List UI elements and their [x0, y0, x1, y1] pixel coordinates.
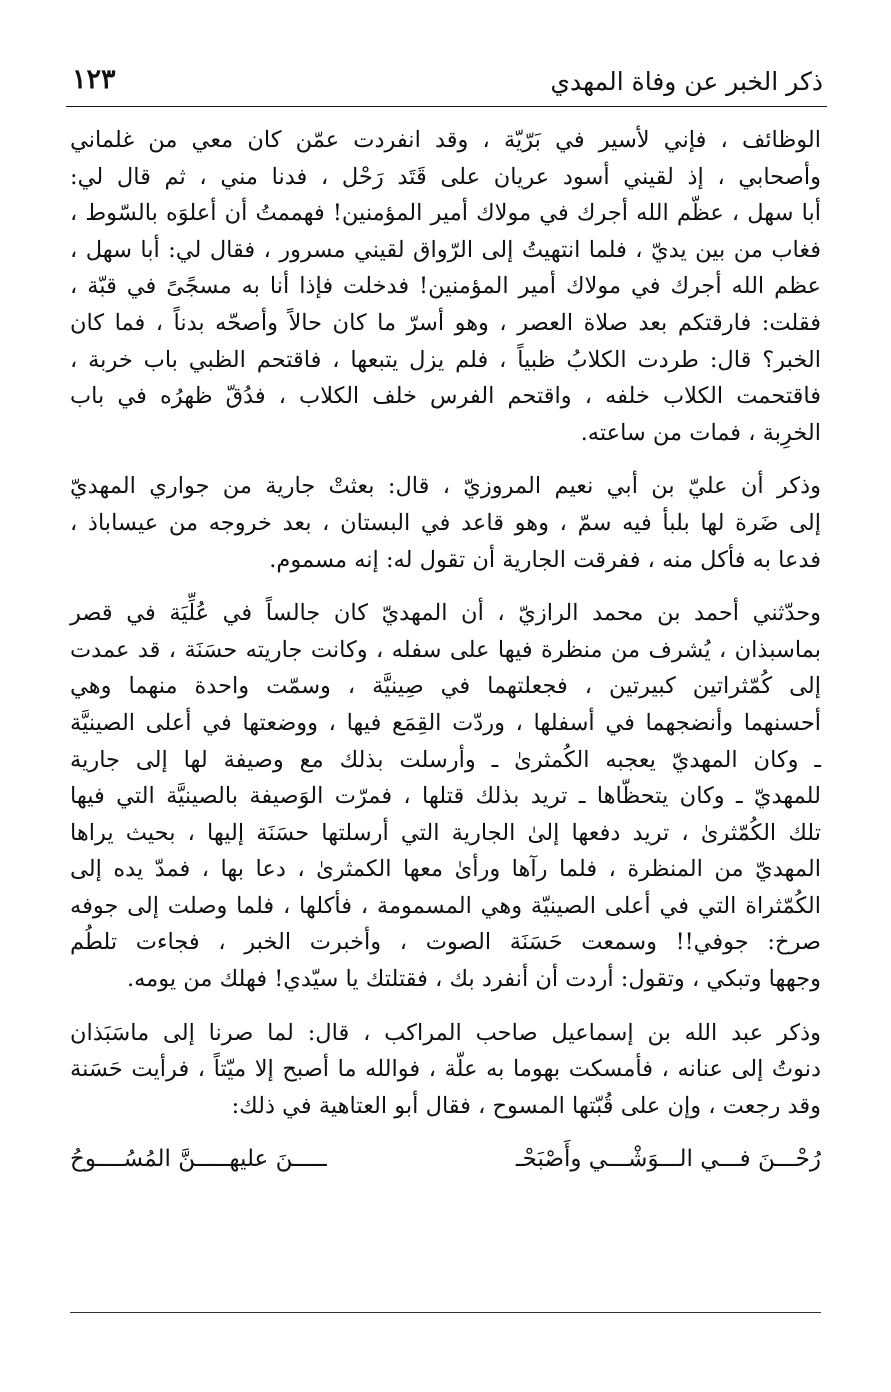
text-line: تلك الكُمّثرىٰ ، تريد دفعها إلىٰ الجارية التي أرسلتها حسَنَة إليها ، بحيث يراها [70, 819, 821, 846]
text-line: إلى ضَرة لها بلبأ فيه سمّ ، وهو قاعد في البستان ، بعد خروجه من عيساباذ ، [70, 509, 821, 536]
text-line: فدعا به فأكل منه ، ففرقت الجارية أن تقول له: إنه مسموم. [269, 546, 821, 573]
text-line: عظم الله أجرك في مولاك أمير المؤمنين! فدخلت فإذا أنا به مسجًىً في قبّة ، [70, 273, 821, 300]
text-line: إلى كُمّثراتين كبيرتين ، فجعلتهما في صِينيَّة ، وسمّت واحدة منهما وهي [70, 673, 821, 700]
text-line: بماسبذان ، يُشرف من منظرة فيها على سفله ، وكانت جاريته حسَنَة ، قد عمدت [70, 636, 821, 663]
text-line: وذكر عبد الله بن إسماعيل صاحب المراكب ، قال: لما صرنا إلى ماسَبَذان [70, 1019, 821, 1046]
text-line: صرخ: جوفي!! وسمعت حَسَنَة الصوت ، وأخبرت الخبر ، فجاءت تلطُم [70, 929, 821, 956]
text-line: وقد رجعت ، وإن على قُبّتها المسوح ، فقال أبو العتاهية في ذلك: [231, 1092, 821, 1119]
verse-hemistich-first: رُحْـــنَ فـــي الـــوَشْـــي وأَصْبَحْـ [515, 1146, 821, 1173]
text-line: الوظائف ، فإني لأسير في بَرّيّة ، وقد انفردت عمّن كان معي من غلماني [70, 127, 821, 153]
bottom-rule [70, 1312, 821, 1313]
text-line: أبا سهل ، عظّم الله أجرك في مولاك أمير المؤمنين! فهممتُ أن أعلوَه بالسّوط ، [70, 200, 821, 227]
text-line: وجهها وتبكي ، وتقول: أردت أن أنفرد بك ، فقتلتك يا سيّدي! فهلك من يومه. [126, 966, 821, 993]
text-line: فقلت: فارقتكم بعد صلاة العصر ، وهو أسرّ ما كان حالاً وأصحّه بدناً ، فما كان [70, 309, 821, 336]
running-head: ذكر الخبر عن وفاة المهدي [550, 67, 823, 96]
text-line: أحسنهما وأنضجهما في أسفلها ، وردّت القِمَع فيها ، ووضعتها في أعلى الصينيَّة [70, 709, 821, 736]
text-line: للمهديّ ـ وكان يتحظّاها ـ تريد بذلك قتلها ، فمرّت الوَصيفة بالصينيَّة التي فيها [70, 783, 821, 810]
text-line: وحدّثني أحمد بن محمد الرازيّ ، أن المهديّ كان جالساً في عُلِّيَة في قصر [70, 600, 821, 627]
text-line: وذكر أن عليّ بن أبي نعيم المروزيّ ، قال: بعثتْ جارية من جواري المهديّ [70, 473, 821, 500]
page-number: ١٢٣ [72, 64, 116, 95]
text-line: الكُمّثراة التي في أعلى الصينيّة وهي المسمومة ، فأكلها ، فلما وصلت إلى جوفه [70, 892, 821, 919]
text-line: فغاب من بين يديّ ، فلما انتهيتُ إلى الرّواق لقيني مسرور ، فقال لي: أبا سهل ، [70, 236, 821, 263]
text-line: فاقتحمت الكلاب خلفه ، واقتحم الفرس خلف الكلاب ، فدُقّ ظهرُه في باب [70, 383, 821, 410]
text-line: ـ وكان المهديّ يعجبه الكُمثرىٰ ـ وأرسلت بذلك مع وصيفة لها إلى جارية [70, 746, 821, 773]
page-header [66, 58, 827, 107]
text-line: الخرِبة ، فمات من ساعته. [580, 419, 821, 446]
text-body [70, 122, 821, 1177]
verse-hemistich-second: ـــــنَ عليهـــــنَّ المُسُــــوحُ [70, 1146, 327, 1173]
text-line: وأصحابي ، إذ لقيني أسود عريان على قَتَد رَحْل ، فدنا مني ، ثم قال لي: [70, 163, 821, 190]
poem-verse [70, 1141, 821, 1177]
paragraph [70, 595, 821, 998]
text-line: الخبر؟ قال: طردت الكلابُ ظبياً ، فلم يزل يتبعها ، فاقتحم الظبي باب خربة ، [70, 346, 821, 373]
text-line: المهديّ من المنظرة ، فلما رآها ورأىٰ معها الكمثرىٰ ، دعا بها ، فمدّ يده إلى [70, 856, 821, 883]
paragraph [70, 468, 821, 578]
paragraph [70, 1015, 821, 1125]
text-line: دنوتُ إلى عنانه ، فأمسكت بهوما به علّة ، فوالله ما أصبح إلا ميّتاً ، فرأيت حَسَنة [70, 1056, 821, 1083]
paragraph [70, 122, 821, 451]
